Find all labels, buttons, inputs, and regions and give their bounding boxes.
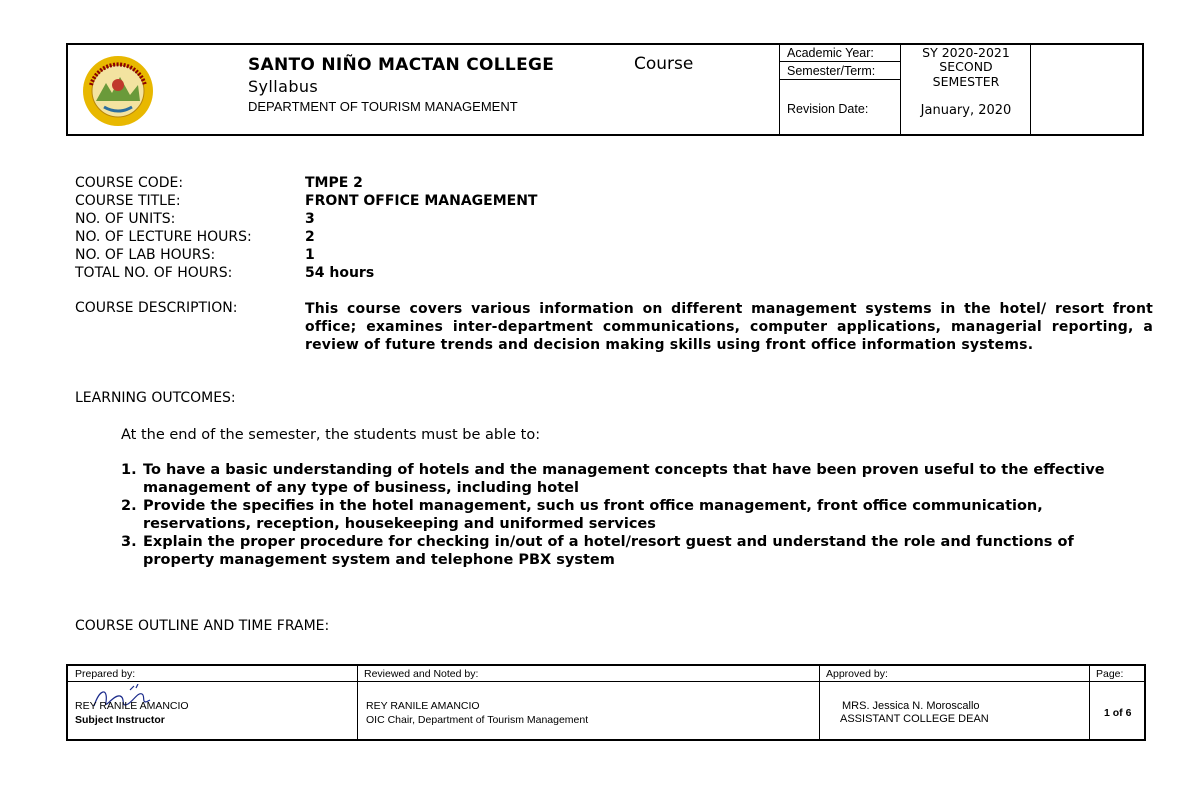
header-table <box>66 43 1144 136</box>
document-type: Syllabus <box>248 77 319 96</box>
semester-label: Semester/Term: <box>787 64 876 78</box>
learning-outcomes-intro: At the end of the semester, the students must be able to: <box>121 427 541 443</box>
info-key: TOTAL NO. OF HOURS: <box>75 265 233 281</box>
academic-year-label: Academic Year: <box>787 46 874 60</box>
info-key: NO. OF LECTURE HOURS: <box>75 229 252 245</box>
header-row-divider <box>779 61 900 62</box>
prepared-by-name: REY RANILE AMANCIO <box>75 700 189 712</box>
list-item-number: 1. <box>121 462 137 478</box>
footer-divider <box>1089 666 1090 739</box>
approved-by-label: Approved by: <box>826 668 888 680</box>
footer-row-divider <box>68 681 1144 682</box>
course-outline-label: COURSE OUTLINE AND TIME FRAME: <box>75 618 330 634</box>
page-number: 1 of 6 <box>1104 707 1132 719</box>
learning-outcomes-list <box>121 461 1141 569</box>
approved-by-name: MRS. Jessica N. Moroscallo <box>842 700 980 712</box>
list-item <box>121 461 1141 497</box>
department-name: DEPARTMENT OF TOURISM MANAGEMENT <box>248 99 518 114</box>
school-seal-icon <box>82 55 154 127</box>
reviewed-by-role: OIC Chair, Department of Tourism Management <box>366 714 589 726</box>
info-value: FRONT OFFICE MANAGEMENT <box>305 193 538 209</box>
info-row <box>75 228 537 246</box>
reviewed-by-label: Reviewed and Noted by: <box>364 668 479 680</box>
footer-divider <box>357 666 358 739</box>
course-info <box>75 174 537 282</box>
header-divider <box>779 45 780 134</box>
list-item-text: To have a basic understanding of hotels and the management concepts that have been proven useful to the effective management of any type of business, including hotel <box>143 462 1105 496</box>
info-row <box>75 246 537 264</box>
page-label: Page: <box>1096 668 1124 680</box>
header-row-divider <box>779 79 900 80</box>
revision-date-label: Revision Date: <box>787 102 869 116</box>
footer-table <box>66 664 1146 741</box>
prepared-by-label: Prepared by: <box>75 668 136 680</box>
list-item <box>121 533 1141 569</box>
list-item-number: 3. <box>121 534 137 550</box>
list-item-text: Explain the proper procedure for checking in/out of a hotel/resort guest and understand the role and functions of property management system and telephone PBX system <box>143 534 1074 568</box>
info-value: 1 <box>305 247 315 263</box>
info-value: 2 <box>305 229 315 245</box>
course-label: Course <box>634 54 694 74</box>
info-value: 3 <box>305 211 315 227</box>
info-key: COURSE CODE: <box>75 175 184 191</box>
info-row <box>75 210 537 228</box>
info-row <box>75 192 537 210</box>
info-row <box>75 264 537 282</box>
approved-by-role: ASSISTANT COLLEGE DEAN <box>840 713 989 725</box>
revision-date-value: January, 2020 <box>920 103 1012 118</box>
learning-outcomes-label: LEARNING OUTCOMES: <box>75 390 236 406</box>
list-item-number: 2. <box>121 498 137 514</box>
header-divider <box>1030 45 1031 134</box>
academic-year-value: SY 2020-2021 <box>922 45 1010 60</box>
info-value: 54 hours <box>305 265 375 281</box>
header-divider <box>900 45 901 134</box>
course-description-label: COURSE DESCRIPTION: <box>75 300 238 316</box>
list-item <box>121 497 1141 533</box>
info-row <box>75 174 537 192</box>
info-key: NO. OF UNITS: <box>75 211 176 227</box>
footer-divider <box>819 666 820 739</box>
prepared-by-role: Subject Instructor <box>75 714 165 726</box>
info-value: TMPE 2 <box>305 175 363 191</box>
semester-value: SECOND SEMESTER <box>932 59 1000 89</box>
info-key: NO. OF LAB HOURS: <box>75 247 216 263</box>
list-item-text: Provide the specifies in the hotel management, such us front office management, front office communication, reservations, reception, housekeeping and uniformed services <box>143 498 1043 532</box>
course-description-text: This course covers various information on different management systems in the hotel/ resort front office; examines inter-department communications, computer applications, managerial reporting, a review of future trends and decision making skills using front office information systems. <box>305 301 1153 353</box>
info-key: COURSE TITLE: <box>75 193 181 209</box>
reviewed-by-name: REY RANILE AMANCIO <box>366 700 480 712</box>
school-name: SANTO NIÑO MACTAN COLLEGE <box>248 55 555 75</box>
